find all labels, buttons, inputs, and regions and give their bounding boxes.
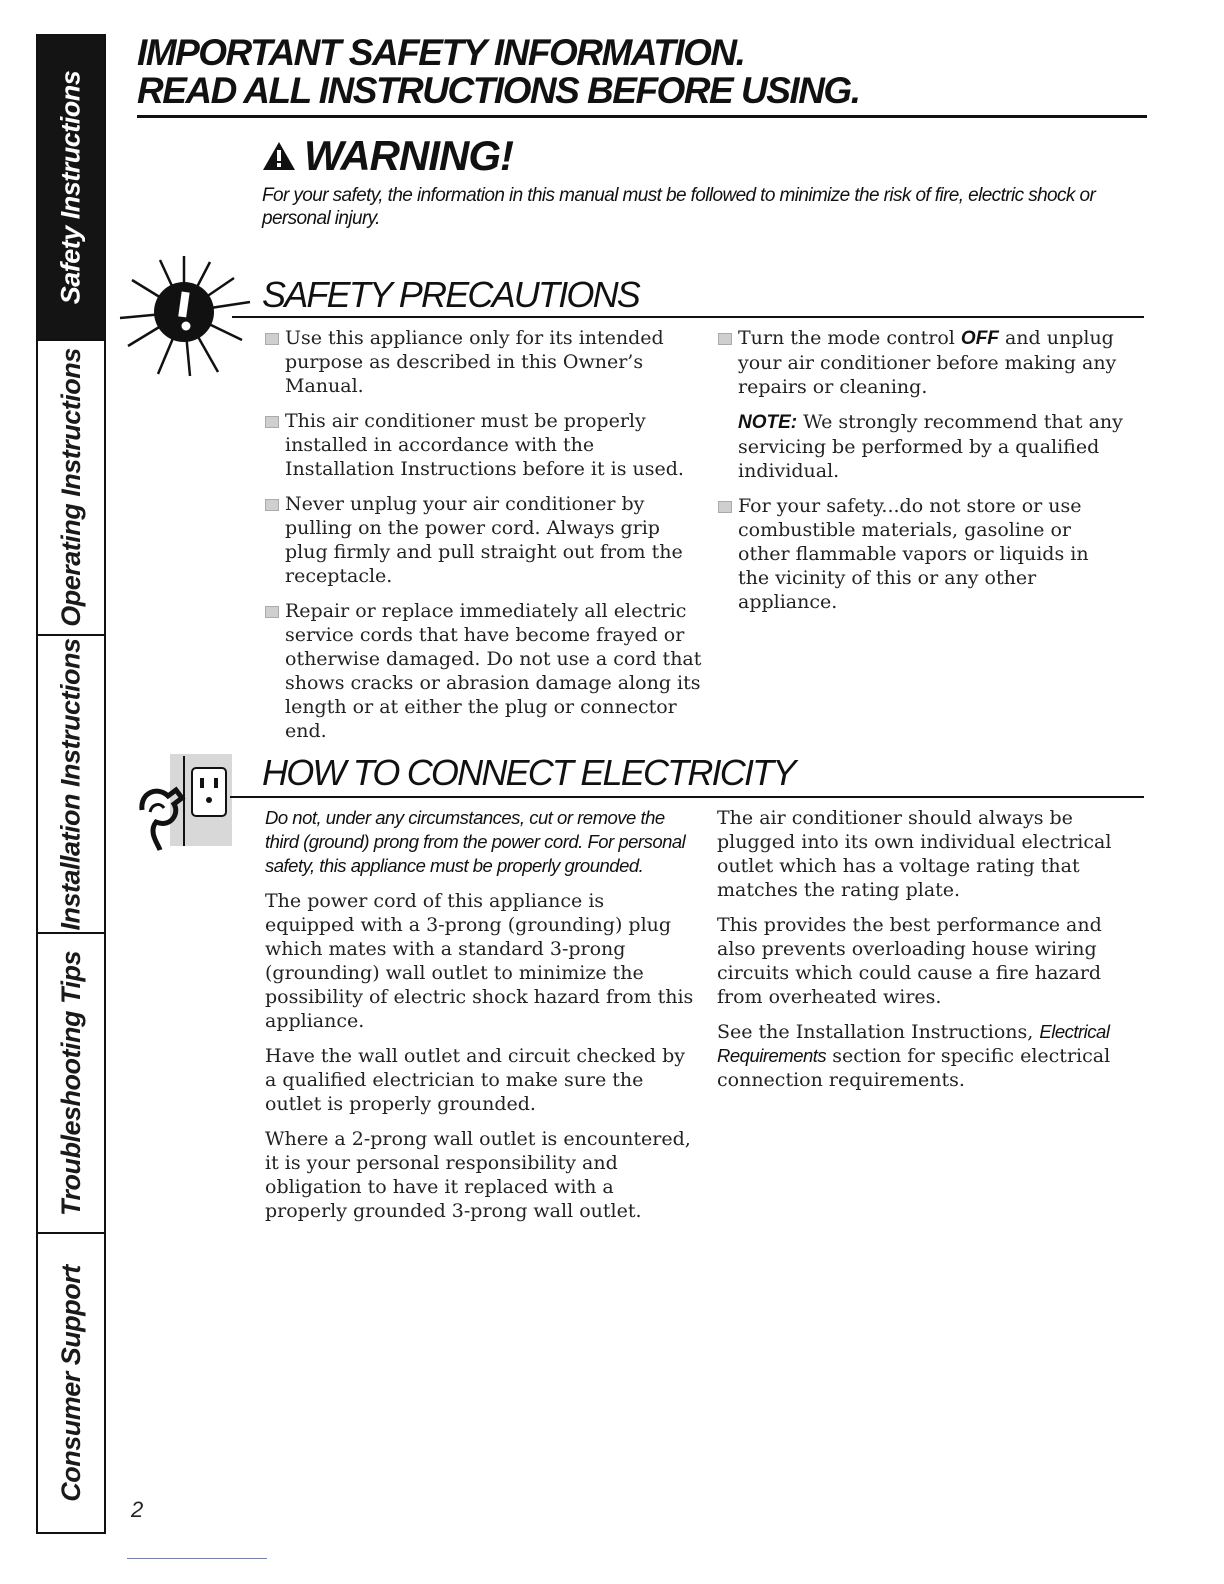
paragraph: The power cord of this appliance is equipped with a 3-prong (grounding) plug which mates with a standard 3-prong (grounding) wall outlet to minimize the possibility of electric shock hazard from this appliance. xyxy=(265,890,694,1032)
bottom-rule xyxy=(127,1558,267,1559)
paragraph xyxy=(717,1020,1137,1092)
tab-installation-instructions[interactable] xyxy=(38,634,104,932)
list-item xyxy=(262,599,702,743)
warning-title-row xyxy=(262,132,1142,180)
bullet-square-icon xyxy=(265,606,279,618)
warning-block xyxy=(262,132,1142,230)
warning-triangle-icon xyxy=(262,141,296,171)
tab-label: Consumer Support xyxy=(55,1264,86,1502)
bullet-text: Turn the mode control xyxy=(738,327,961,349)
tab-consumer-support[interactable] xyxy=(38,1232,104,1532)
bullet-text: Never unplug your air conditioner by pulling on the power cord. Always grip plug firmly and pull straight out from the receptacle. xyxy=(285,493,683,587)
electricity-left-column xyxy=(265,806,695,1234)
safety-left-column xyxy=(262,326,702,754)
tab-safety-instructions[interactable] xyxy=(38,34,104,339)
safety-precautions-heading: SAFETY PRECAUTIONS xyxy=(262,274,640,315)
header-divider xyxy=(137,115,1147,118)
paragraph: Where a 2-prong wall outlet is encountered, it is your personal responsibility and obligation to have it replaced with a properly grounded 3-prong wall outlet. xyxy=(265,1128,691,1222)
warning-text: For your safety, the information in this manual must be followed to minimize the risk of fire, electric shock or personal injury. xyxy=(262,185,1096,229)
exclamation-burst-icon xyxy=(114,250,254,380)
bullet-square-icon xyxy=(718,333,732,345)
electricity-divider xyxy=(230,796,1144,798)
tab-label: Installation Instructions xyxy=(55,637,86,931)
electricity-right-column xyxy=(717,806,1137,1103)
warning-title: WARNING! xyxy=(304,132,513,179)
paragraph: The air conditioner should always be plugged into its own individual electrical outlet which has a voltage rating that matches the rating plate. xyxy=(717,807,1112,901)
plug-outlet-icon xyxy=(136,752,236,852)
bullet-text: This air conditioner must be properly installed in accordance with the Installation Instructions before it is used. xyxy=(285,410,684,480)
paragraph: Have the wall outlet and circuit checked by a qualified electrician to make sure the outlet is properly grounded. xyxy=(265,1045,685,1115)
safety-right-column xyxy=(715,326,1125,625)
paragraph: This provides the best performance and also prevents overloading house wiring circuits which could cause a fire hazard from overheated wires. xyxy=(717,914,1102,1008)
page-number: 2 xyxy=(131,1497,144,1522)
header-line-2: READ ALL INSTRUCTIONS BEFORE USING. xyxy=(137,70,860,111)
note-text: We strongly recommend that any servicing be performed by a qualified individual. xyxy=(738,411,1123,482)
list-item xyxy=(715,494,1125,614)
list-item xyxy=(262,409,702,481)
bullet-text: For your safety...do not store or use combustible materials, gasoline or other flammable vapors or liquids in the vicinity of this or any other appliance. xyxy=(738,495,1089,613)
bullet-square-icon xyxy=(718,501,732,513)
tab-label: Operating Instructions xyxy=(55,348,86,627)
tab-operating-instructions[interactable] xyxy=(38,339,104,634)
bullet-text: and unplug your air conditioner before making any repairs or cleaning. xyxy=(738,327,1117,398)
connect-electricity-heading: HOW TO CONNECT ELECTRICITY xyxy=(262,752,795,793)
tab-label: Safety Instructions xyxy=(55,70,86,305)
tab-troubleshooting-tips[interactable] xyxy=(38,932,104,1232)
section-sidebar xyxy=(36,34,106,1534)
list-item xyxy=(262,326,702,398)
electrical-requirements-ref: Electrical Requirements xyxy=(717,1021,1110,1066)
tab-label: Troubleshooting Tips xyxy=(55,950,86,1216)
bullet-square-icon xyxy=(265,333,279,345)
see-text: See the Installation Instructions, xyxy=(717,1021,1040,1043)
off-keyword: OFF xyxy=(960,328,999,349)
bullet-square-icon xyxy=(265,499,279,511)
bullet-text: Repair or replace immediately all electric service cords that have become frayed or otherwise damaged. Do not use a cord that shows cracks or abrasion damage along its length or at either the plug or connector end. xyxy=(285,600,702,742)
note-item xyxy=(715,410,1125,483)
see-text: section for specific electrical connection requirements. xyxy=(717,1045,1111,1091)
list-item xyxy=(262,492,702,588)
page-header xyxy=(137,34,1147,110)
note-label: NOTE: xyxy=(738,412,798,433)
header-line-1: IMPORTANT SAFETY INFORMATION. xyxy=(137,32,745,73)
ground-prong-warning: Do not, under any circumstances, cut or remove the third (ground) prong from the power cord. For personal safety, this appliance must be properly grounded. xyxy=(265,807,686,876)
list-item xyxy=(715,326,1125,399)
bullet-text: Use this appliance only for its intended purpose as described in this Owner’s Manual. xyxy=(285,327,664,397)
bullet-square-icon xyxy=(265,416,279,428)
safety-divider xyxy=(232,316,1144,318)
